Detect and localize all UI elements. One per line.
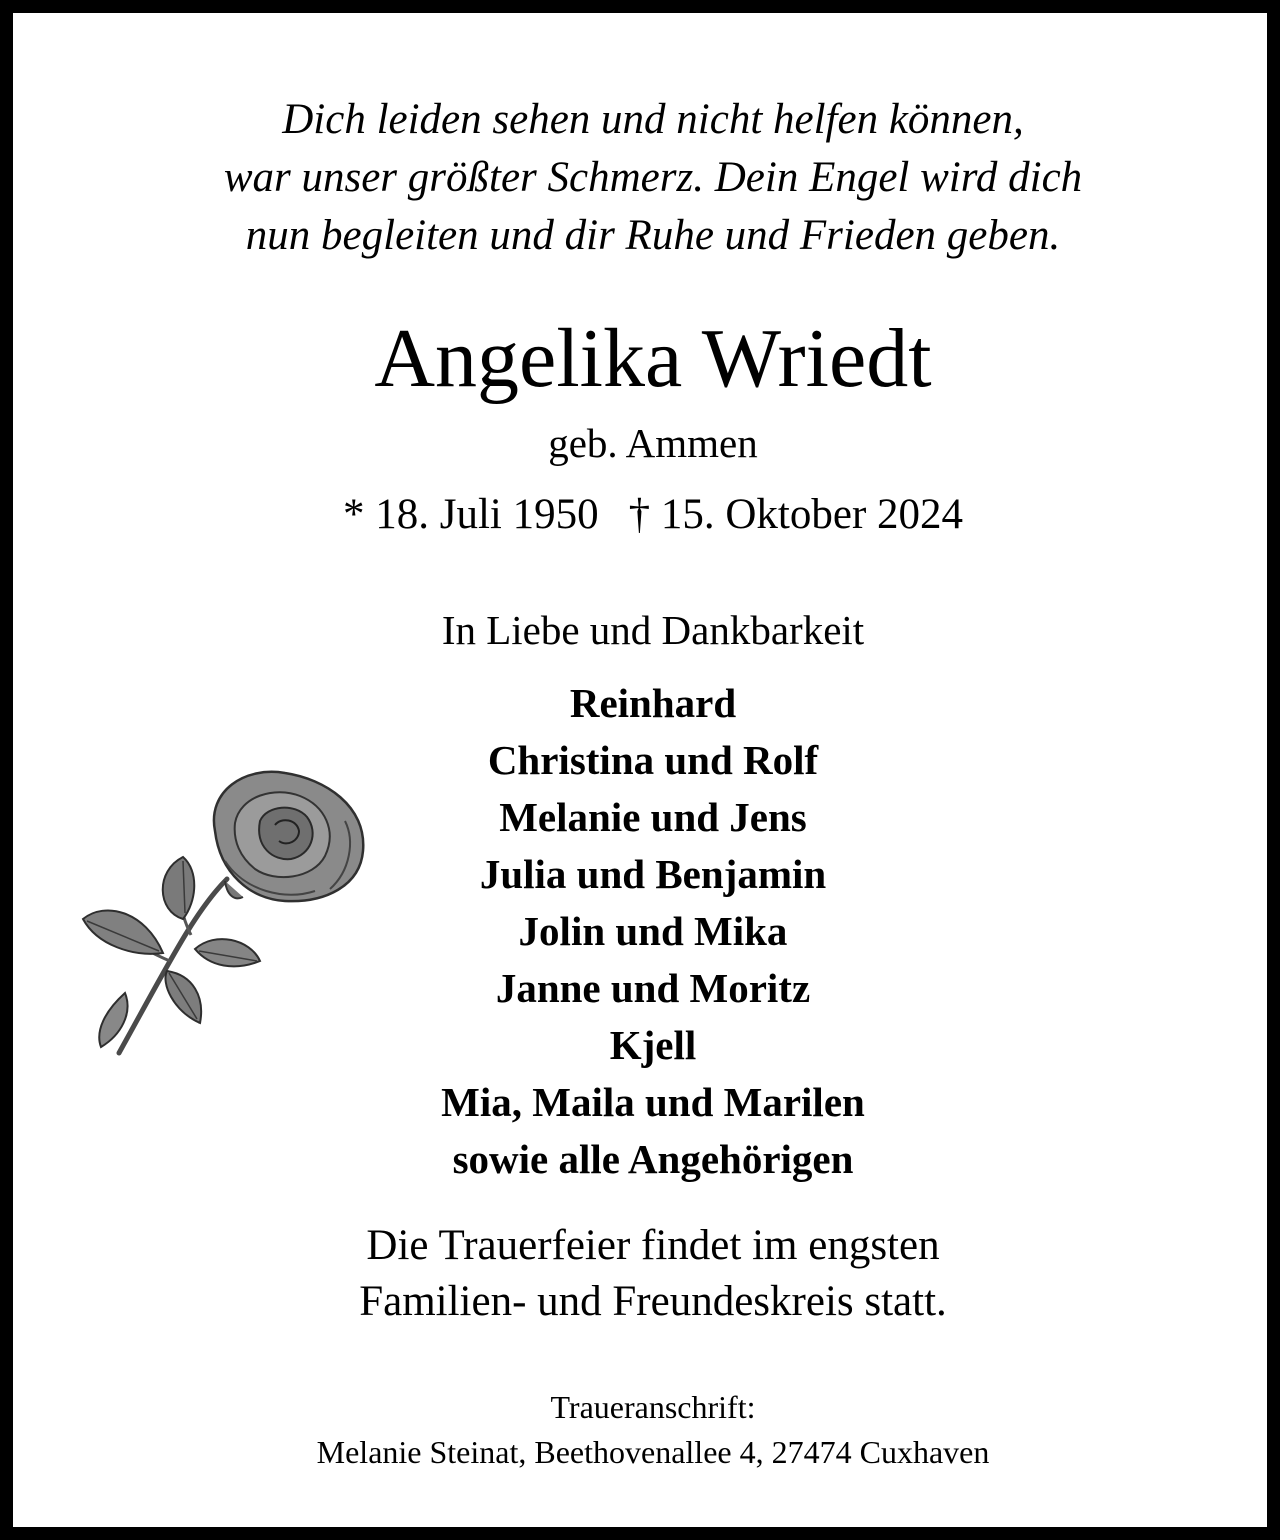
address-value: Melanie Steinat, Beethovenallee 4, 27474 Cuxhaven <box>316 1434 990 1470</box>
funeral-note-line-2: Familien- und Freundeskreis statt. <box>359 1278 947 1325</box>
mourner-item: Mia, Maila und Marilen <box>441 1079 865 1125</box>
rose-icon <box>75 761 375 1061</box>
quote-line-3: nun begleiten und dir Ruhe und Frieden geben. <box>245 212 1061 259</box>
life-dates <box>13 487 1280 543</box>
maiden-name: geb. Ammen <box>548 420 758 466</box>
quote-line-2: war unser größter Schmerz. Dein Engel wird dich <box>223 154 1083 201</box>
deceased-name: Angelika Wriedt <box>374 312 932 405</box>
mourner-item: sowie alle Angehörigen <box>452 1136 854 1182</box>
memorial-quote <box>13 91 1280 265</box>
funeral-note-line-1: Die Trauerfeier findet im engsten <box>366 1222 940 1269</box>
death-date: † 15. Oktober 2024 <box>628 491 964 538</box>
mourner-item: Kjell <box>609 1022 697 1068</box>
birth-date: * 18. Juli 1950 <box>342 491 599 538</box>
mourner-item: Reinhard <box>569 680 737 726</box>
mourner-item: Janne und Moritz <box>495 965 811 1011</box>
quote-line-1: Dich leiden sehen und nicht helfen können, <box>282 96 1024 143</box>
mourner-item: Julia und Benjamin <box>479 851 827 897</box>
mourners-intro: In Liebe und Dankbarkeit <box>441 607 865 653</box>
condolence-address <box>13 1385 1280 1475</box>
address-label: Traueranschrift: <box>550 1389 756 1425</box>
mourner-item: Melanie und Jens <box>499 794 807 840</box>
mourner-item: Christina und Rolf <box>487 737 819 783</box>
mourner-item: Jolin und Mika <box>518 908 788 954</box>
funeral-note <box>13 1218 1280 1330</box>
